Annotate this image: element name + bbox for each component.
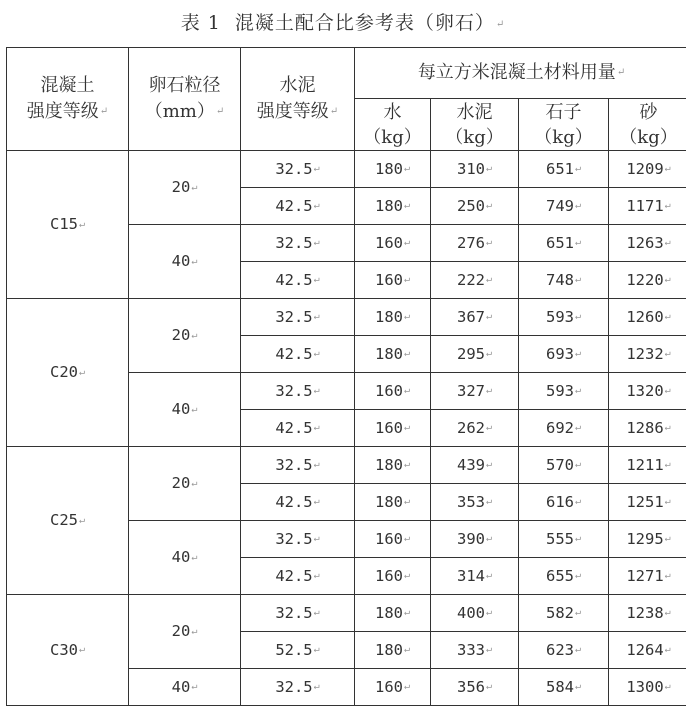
size-value: 40 <box>171 548 191 567</box>
table-row <box>7 595 686 632</box>
stone-cell <box>519 632 609 669</box>
cement-grade-cell <box>241 299 355 336</box>
paragraph-mark-icon: ↵ <box>191 625 198 637</box>
cement-cell <box>431 484 519 521</box>
paragraph-mark-icon: ↵ <box>485 607 493 619</box>
paragraph-mark-icon: ↵ <box>99 106 109 117</box>
water-cell <box>355 151 431 188</box>
water-cell <box>355 447 431 484</box>
header-cement-grade <box>241 48 355 151</box>
paragraph-mark-icon: ↵ <box>78 644 86 656</box>
cement-value: 310 <box>456 159 485 178</box>
paragraph-mark-icon: ↵ <box>78 366 86 378</box>
stone-cell <box>519 151 609 188</box>
paragraph-mark-icon: ↵ <box>664 237 671 249</box>
cement-value: 250 <box>456 196 485 215</box>
sand-cell <box>609 336 686 373</box>
paragraph-mark-icon: ↵ <box>313 459 320 471</box>
table-number: 表 1 <box>180 12 221 34</box>
cement-cell <box>431 151 519 188</box>
cement-cell <box>431 521 519 558</box>
cement-grade-value: 32.5 <box>275 455 313 474</box>
paragraph-mark-icon: ↵ <box>313 607 320 619</box>
sand-value: 1320 <box>626 381 664 400</box>
stone-cell <box>519 262 609 299</box>
sand-cell <box>609 410 686 447</box>
cement-grade-cell <box>241 558 355 595</box>
paragraph-mark-icon: ↵ <box>403 385 411 397</box>
paragraph-mark-icon: ↵ <box>485 274 493 286</box>
cement-value: 390 <box>456 529 485 548</box>
header-sand-unit: （kg） <box>619 126 678 148</box>
cement-grade-value: 32.5 <box>275 233 313 252</box>
paragraph-mark-icon: ↵ <box>313 237 320 249</box>
size-value: 20 <box>171 326 191 345</box>
stone-cell <box>519 299 609 336</box>
paragraph-mark-icon: ↵ <box>313 570 320 582</box>
paragraph-mark-icon: ↵ <box>78 218 86 230</box>
sand-value: 1295 <box>626 529 664 548</box>
paragraph-mark-icon: ↵ <box>403 644 411 656</box>
paragraph-mark-icon: ↵ <box>191 329 198 341</box>
cement-cell <box>431 595 519 632</box>
cement-cell <box>431 262 519 299</box>
paragraph-mark-icon: ↵ <box>495 18 506 30</box>
paragraph-mark-icon: ↵ <box>664 570 671 582</box>
stone-value: 616 <box>545 492 574 511</box>
paragraph-mark-icon: ↵ <box>664 681 671 693</box>
paragraph-mark-icon: ↵ <box>664 533 671 545</box>
paragraph-mark-icon: ↵ <box>215 106 225 117</box>
paragraph-mark-icon: ↵ <box>191 477 198 489</box>
paragraph-mark-icon: ↵ <box>574 570 582 582</box>
paragraph-mark-icon: ↵ <box>485 163 493 175</box>
paragraph-mark-icon: ↵ <box>403 459 411 471</box>
cement-grade-cell <box>241 447 355 484</box>
paragraph-mark-icon: ↵ <box>403 163 411 175</box>
stone-value: 623 <box>545 640 574 659</box>
header-sand-name: 砂 <box>639 101 658 123</box>
water-value: 160 <box>374 529 403 548</box>
paragraph-mark-icon: ↵ <box>403 348 411 360</box>
paragraph-mark-icon: ↵ <box>574 681 582 693</box>
stone-cell <box>519 669 609 706</box>
sand-value: 1238 <box>626 603 664 622</box>
cement-cell <box>431 225 519 262</box>
sand-value: 1251 <box>626 492 664 511</box>
water-value: 180 <box>374 196 403 215</box>
header-grade <box>7 48 129 151</box>
paragraph-mark-icon: ↵ <box>485 496 493 508</box>
water-cell <box>355 669 431 706</box>
stone-value: 593 <box>545 307 574 326</box>
stone-value: 655 <box>545 566 574 585</box>
water-cell <box>355 188 431 225</box>
cement-value: 333 <box>456 640 485 659</box>
size-value: 20 <box>171 622 191 641</box>
paragraph-mark-icon: ↵ <box>664 274 671 286</box>
paragraph-mark-icon: ↵ <box>403 200 411 212</box>
paragraph-mark-icon: ↵ <box>574 496 582 508</box>
stone-value: 692 <box>545 418 574 437</box>
paragraph-mark-icon: ↵ <box>403 496 411 508</box>
cement-grade-value: 32.5 <box>275 603 313 622</box>
mix-ratio-table <box>6 47 686 706</box>
cement-cell <box>431 669 519 706</box>
paragraph-mark-icon: ↵ <box>403 311 411 323</box>
sand-cell <box>609 151 686 188</box>
water-cell <box>355 336 431 373</box>
cement-grade-value: 42.5 <box>275 196 313 215</box>
cement-grade-cell <box>241 373 355 410</box>
paragraph-mark-icon: ↵ <box>574 311 582 323</box>
sand-cell <box>609 669 686 706</box>
sand-cell <box>609 632 686 669</box>
water-cell <box>355 521 431 558</box>
paragraph-mark-icon: ↵ <box>485 570 493 582</box>
paragraph-mark-icon: ↵ <box>574 533 582 545</box>
stone-value: 749 <box>545 196 574 215</box>
water-cell <box>355 558 431 595</box>
sand-value: 1220 <box>626 270 664 289</box>
paragraph-mark-icon: ↵ <box>485 681 493 693</box>
cement-grade-value: 32.5 <box>275 159 313 178</box>
sand-value: 1260 <box>626 307 664 326</box>
paragraph-mark-icon: ↵ <box>485 311 493 323</box>
header-water-name: 水 <box>383 101 402 123</box>
cement-grade-cell <box>241 521 355 558</box>
paragraph-mark-icon: ↵ <box>485 200 493 212</box>
paragraph-mark-icon: ↵ <box>191 551 198 563</box>
sand-value: 1232 <box>626 344 664 363</box>
stone-cell <box>519 225 609 262</box>
paragraph-mark-icon: ↵ <box>574 644 582 656</box>
header-materials-group <box>355 48 686 99</box>
water-cell <box>355 410 431 447</box>
paragraph-mark-icon: ↵ <box>191 181 198 193</box>
cement-value: 367 <box>456 307 485 326</box>
stone-cell <box>519 410 609 447</box>
water-value: 160 <box>374 381 403 400</box>
paragraph-mark-icon: ↵ <box>403 422 411 434</box>
sand-value: 1211 <box>626 455 664 474</box>
cement-cell <box>431 447 519 484</box>
sand-cell <box>609 225 686 262</box>
water-cell <box>355 225 431 262</box>
water-value: 180 <box>374 603 403 622</box>
paragraph-mark-icon: ↵ <box>313 385 320 397</box>
cement-grade-cell <box>241 262 355 299</box>
paragraph-mark-icon: ↵ <box>574 422 582 434</box>
paragraph-mark-icon: ↵ <box>485 385 493 397</box>
stone-value: 593 <box>545 381 574 400</box>
sand-value: 1171 <box>626 196 664 215</box>
paragraph-mark-icon: ↵ <box>403 533 411 545</box>
sand-cell <box>609 262 686 299</box>
stone-value: 570 <box>545 455 574 474</box>
size-cell <box>129 521 241 595</box>
grade-cell <box>7 151 129 299</box>
stone-cell <box>519 336 609 373</box>
paragraph-mark-icon: ↵ <box>403 274 411 286</box>
cement-value: 353 <box>456 492 485 511</box>
paragraph-mark-icon: ↵ <box>664 200 671 212</box>
cement-grade-cell <box>241 151 355 188</box>
cement-grade-value: 42.5 <box>275 492 313 511</box>
water-cell <box>355 595 431 632</box>
paragraph-mark-icon: ↵ <box>664 311 671 323</box>
header-cement-grade-line2: 强度等级 <box>256 101 329 122</box>
table-body <box>7 151 686 706</box>
size-cell <box>129 595 241 669</box>
cement-grade-value: 42.5 <box>275 270 313 289</box>
sand-cell <box>609 558 686 595</box>
stone-value: 582 <box>545 603 574 622</box>
stone-value: 748 <box>545 270 574 289</box>
grade-cell <box>7 447 129 595</box>
cement-value: 295 <box>456 344 485 363</box>
cement-value: 327 <box>456 381 485 400</box>
paragraph-mark-icon: ↵ <box>313 274 320 286</box>
paragraph-mark-icon: ↵ <box>313 163 320 175</box>
header-size <box>129 48 241 151</box>
size-value: 40 <box>171 677 191 696</box>
paragraph-mark-icon: ↵ <box>485 459 493 471</box>
paragraph-mark-icon: ↵ <box>485 348 493 360</box>
table-title <box>0 8 686 35</box>
header-water-unit: （kg） <box>363 126 422 148</box>
cement-grade-value: 32.5 <box>275 529 313 548</box>
header-stone-unit: （kg） <box>534 126 593 148</box>
header-grade-line1: 混凝土 <box>40 75 95 96</box>
cement-cell <box>431 299 519 336</box>
table-row <box>7 151 686 188</box>
size-value: 40 <box>171 400 191 419</box>
water-value: 180 <box>374 159 403 178</box>
sand-cell <box>609 188 686 225</box>
water-cell <box>355 373 431 410</box>
header-cement <box>431 99 519 151</box>
paragraph-mark-icon: ↵ <box>664 459 671 471</box>
cement-grade-value: 52.5 <box>275 640 313 659</box>
stone-value: 651 <box>545 159 574 178</box>
paragraph-mark-icon: ↵ <box>403 570 411 582</box>
size-cell <box>129 447 241 521</box>
header-cement-grade-line1: 水泥 <box>279 75 316 96</box>
sand-value: 1264 <box>626 640 664 659</box>
cement-value: 400 <box>456 603 485 622</box>
stone-value: 584 <box>545 677 574 696</box>
cement-grade-cell <box>241 632 355 669</box>
cement-grade-value: 32.5 <box>275 381 313 400</box>
cement-value: 356 <box>456 677 485 696</box>
water-value: 180 <box>374 344 403 363</box>
cement-value: 314 <box>456 566 485 585</box>
header-stone <box>519 99 609 151</box>
stone-cell <box>519 558 609 595</box>
paragraph-mark-icon: ↵ <box>78 514 86 526</box>
cement-cell <box>431 558 519 595</box>
sand-cell <box>609 447 686 484</box>
paragraph-mark-icon: ↵ <box>574 348 582 360</box>
cement-grade-value: 32.5 <box>275 677 313 696</box>
size-value: 20 <box>171 474 191 493</box>
cement-cell <box>431 373 519 410</box>
sand-cell <box>609 521 686 558</box>
header-stone-name: 石子 <box>545 101 582 123</box>
paragraph-mark-icon: ↵ <box>403 607 411 619</box>
water-value: 180 <box>374 492 403 511</box>
paragraph-mark-icon: ↵ <box>485 644 493 656</box>
cement-grade-cell <box>241 595 355 632</box>
table-row <box>7 299 686 336</box>
water-value: 160 <box>374 677 403 696</box>
grade-value: C20 <box>49 363 78 382</box>
cement-cell <box>431 336 519 373</box>
cement-grade-cell <box>241 669 355 706</box>
paragraph-mark-icon: ↵ <box>313 422 320 434</box>
paragraph-mark-icon: ↵ <box>191 255 198 267</box>
water-cell <box>355 484 431 521</box>
paragraph-mark-icon: ↵ <box>664 348 671 360</box>
paragraph-mark-icon: ↵ <box>574 459 582 471</box>
sand-cell <box>609 484 686 521</box>
paragraph-mark-icon: ↵ <box>574 200 582 212</box>
paragraph-mark-icon: ↵ <box>313 533 320 545</box>
size-cell <box>129 299 241 373</box>
paragraph-mark-icon: ↵ <box>313 200 320 212</box>
water-value: 160 <box>374 270 403 289</box>
paragraph-mark-icon: ↵ <box>313 644 320 656</box>
paragraph-mark-icon: ↵ <box>664 385 671 397</box>
sand-value: 1263 <box>626 233 664 252</box>
size-cell <box>129 669 241 706</box>
cement-grade-cell <box>241 225 355 262</box>
size-cell <box>129 225 241 299</box>
size-value: 40 <box>171 252 191 271</box>
paragraph-mark-icon: ↵ <box>574 385 582 397</box>
paragraph-mark-icon: ↵ <box>574 274 582 286</box>
grade-cell <box>7 299 129 447</box>
paragraph-mark-icon: ↵ <box>313 348 320 360</box>
cement-grade-value: 42.5 <box>275 344 313 363</box>
sand-cell <box>609 299 686 336</box>
paragraph-mark-icon: ↵ <box>403 681 411 693</box>
paragraph-mark-icon: ↵ <box>485 237 493 249</box>
cement-grade-value: 42.5 <box>275 566 313 585</box>
paragraph-mark-icon: ↵ <box>403 237 411 249</box>
cement-value: 262 <box>456 418 485 437</box>
paragraph-mark-icon: ↵ <box>313 681 320 693</box>
cement-cell <box>431 632 519 669</box>
header-materials-group-label: 每立方米混凝土材料用量 <box>417 62 616 83</box>
size-value: 20 <box>171 178 191 197</box>
cement-grade-cell <box>241 188 355 225</box>
stone-cell <box>519 447 609 484</box>
stone-cell <box>519 521 609 558</box>
paragraph-mark-icon: ↵ <box>191 403 198 415</box>
cement-cell <box>431 188 519 225</box>
header-cement-unit: （kg） <box>445 126 504 148</box>
grade-value: C15 <box>49 215 78 234</box>
header-sand <box>609 99 686 151</box>
paragraph-mark-icon: ↵ <box>616 67 626 78</box>
paragraph-mark-icon: ↵ <box>485 422 493 434</box>
water-value: 180 <box>374 455 403 474</box>
sand-value: 1271 <box>626 566 664 585</box>
water-cell <box>355 262 431 299</box>
paragraph-mark-icon: ↵ <box>329 106 339 117</box>
stone-cell <box>519 484 609 521</box>
header-cement-name: 水泥 <box>456 101 493 123</box>
cement-value: 276 <box>456 233 485 252</box>
water-value: 180 <box>374 307 403 326</box>
size-cell <box>129 151 241 225</box>
paragraph-mark-icon: ↵ <box>574 163 582 175</box>
paragraph-mark-icon: ↵ <box>313 311 320 323</box>
water-value: 160 <box>374 233 403 252</box>
sand-value: 1286 <box>626 418 664 437</box>
cement-grade-cell <box>241 484 355 521</box>
paragraph-mark-icon: ↵ <box>191 681 198 693</box>
cement-grade-value: 32.5 <box>275 307 313 326</box>
table-caption: 混凝土配合比参考表（卵石） <box>234 12 495 34</box>
header-grade-line2: 强度等级 <box>26 101 99 122</box>
water-value: 160 <box>374 418 403 437</box>
paragraph-mark-icon: ↵ <box>574 607 582 619</box>
grade-value: C25 <box>49 511 78 530</box>
stone-cell <box>519 373 609 410</box>
cement-value: 439 <box>456 455 485 474</box>
cement-grade-cell <box>241 336 355 373</box>
paragraph-mark-icon: ↵ <box>664 644 671 656</box>
paragraph-mark-icon: ↵ <box>574 237 582 249</box>
cement-grade-cell <box>241 410 355 447</box>
size-cell <box>129 373 241 447</box>
stone-value: 555 <box>545 529 574 548</box>
grade-cell <box>7 595 129 706</box>
paragraph-mark-icon: ↵ <box>664 163 671 175</box>
paragraph-mark-icon: ↵ <box>485 533 493 545</box>
header-water <box>355 99 431 151</box>
stone-cell <box>519 188 609 225</box>
water-value: 180 <box>374 640 403 659</box>
cement-grade-value: 42.5 <box>275 418 313 437</box>
stone-value: 693 <box>545 344 574 363</box>
water-cell <box>355 299 431 336</box>
paragraph-mark-icon: ↵ <box>664 496 671 508</box>
cement-cell <box>431 410 519 447</box>
cement-value: 222 <box>456 270 485 289</box>
grade-value: C30 <box>49 640 78 659</box>
table-row <box>7 447 686 484</box>
stone-value: 651 <box>545 233 574 252</box>
water-cell <box>355 632 431 669</box>
paragraph-mark-icon: ↵ <box>664 607 671 619</box>
water-value: 160 <box>374 566 403 585</box>
sand-value: 1300 <box>626 677 664 696</box>
header-size-line2: （mm） <box>144 101 215 122</box>
sand-cell <box>609 373 686 410</box>
header-size-line1: 卵石粒径 <box>148 75 221 96</box>
sand-cell <box>609 595 686 632</box>
sand-value: 1209 <box>626 159 664 178</box>
stone-cell <box>519 595 609 632</box>
paragraph-mark-icon: ↵ <box>664 422 671 434</box>
paragraph-mark-icon: ↵ <box>313 496 320 508</box>
